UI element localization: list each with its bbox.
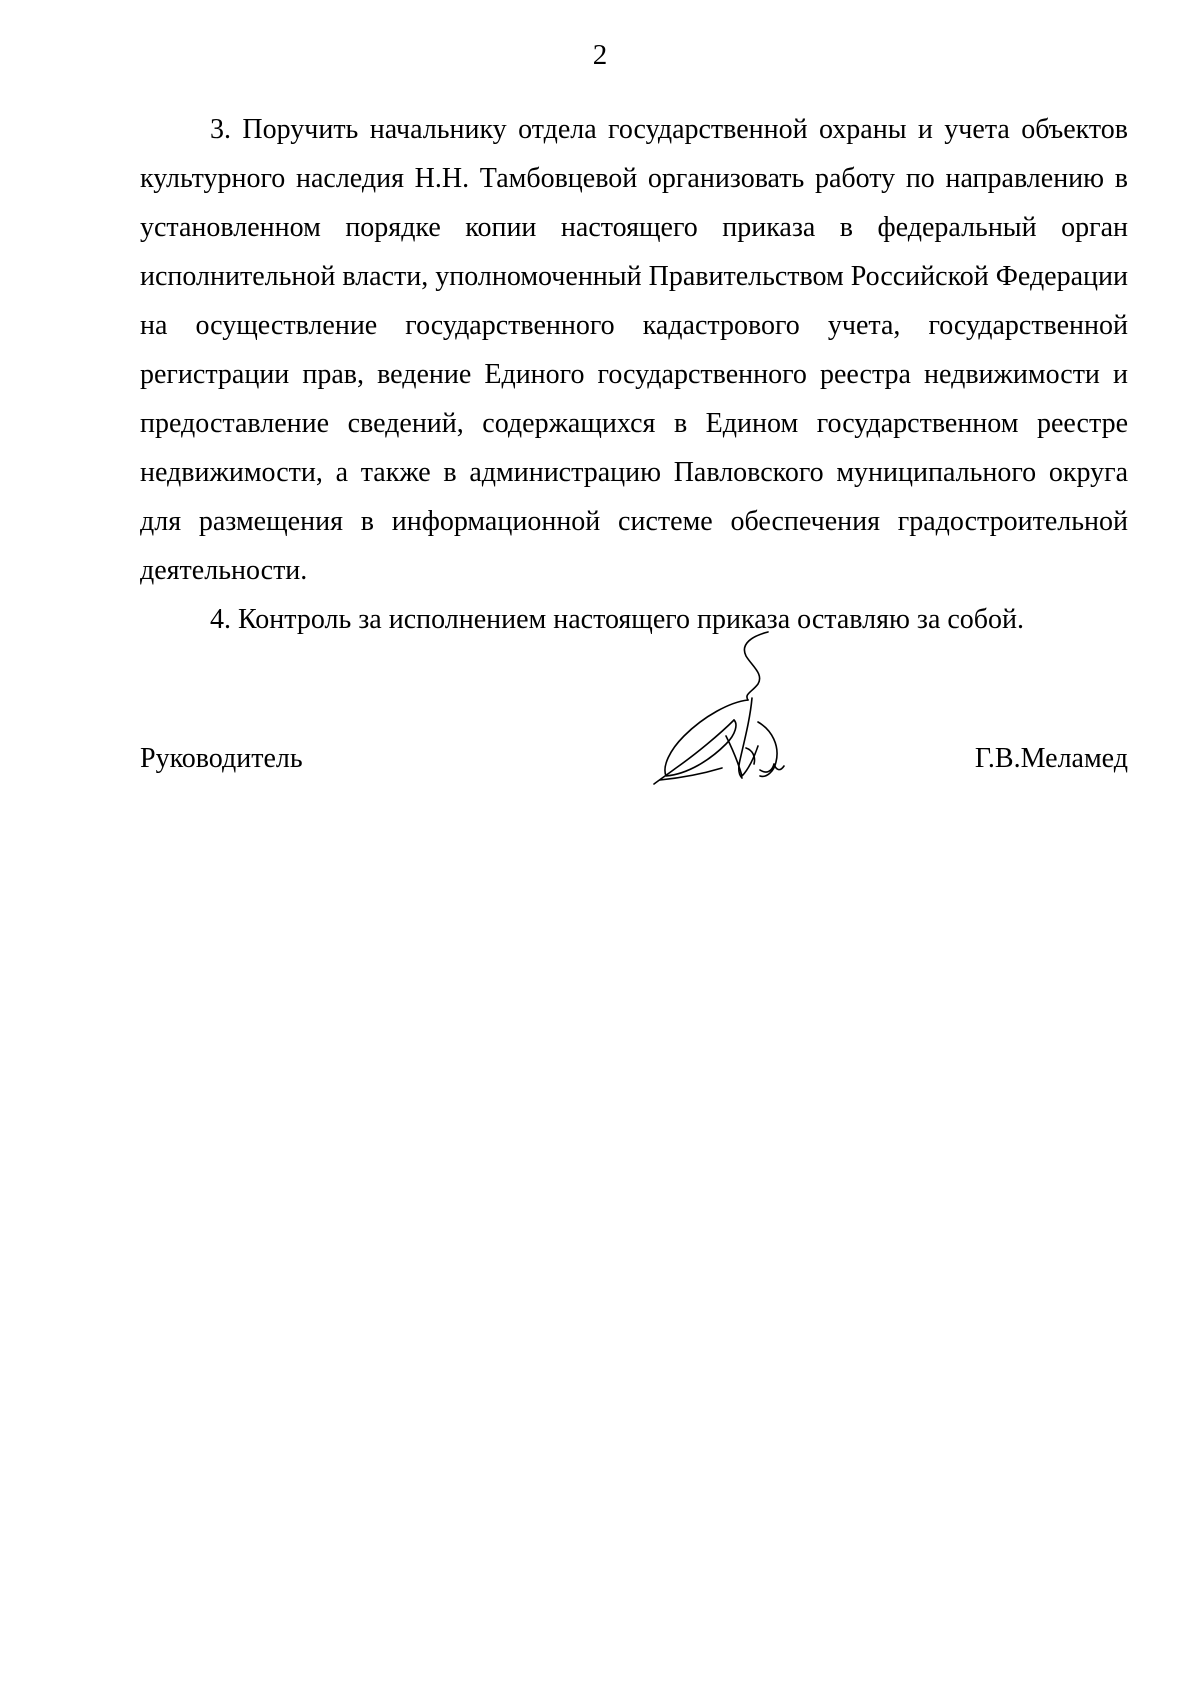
document-body [140,105,1128,644]
paragraph-3: 3. Поручить начальнику отдела государственной охраны и учета объектов культурного наследия Н.Н. Тамбовцевой организовать работу по направлению в установленном порядке копии настоящего приказа в федеральный орган исполнительной власти, уполномоченный Правительством Российской Федерации на осуществление государственного кадастрового учета, государственной регистрации прав, ведение Единого государственного реестра недвижимости и предоставление сведений, содержащихся в Едином государственном реестре недвижимости, а также в администрацию Павловского муниципального округа для размещения в информационной системе обеспечения градостроительной деятельности. [140,114,1128,586]
handwritten-signature-icon [640,630,840,800]
signatory-name: Г.В.Меламед [974,743,1128,774]
signature-block [140,630,1128,810]
signatory-position: Руководитель [140,743,303,774]
paragraph-4: 4. Контроль за исполнением настоящего приказа оставляю за собой. [210,604,1025,635]
page-number: 2 [592,39,608,71]
